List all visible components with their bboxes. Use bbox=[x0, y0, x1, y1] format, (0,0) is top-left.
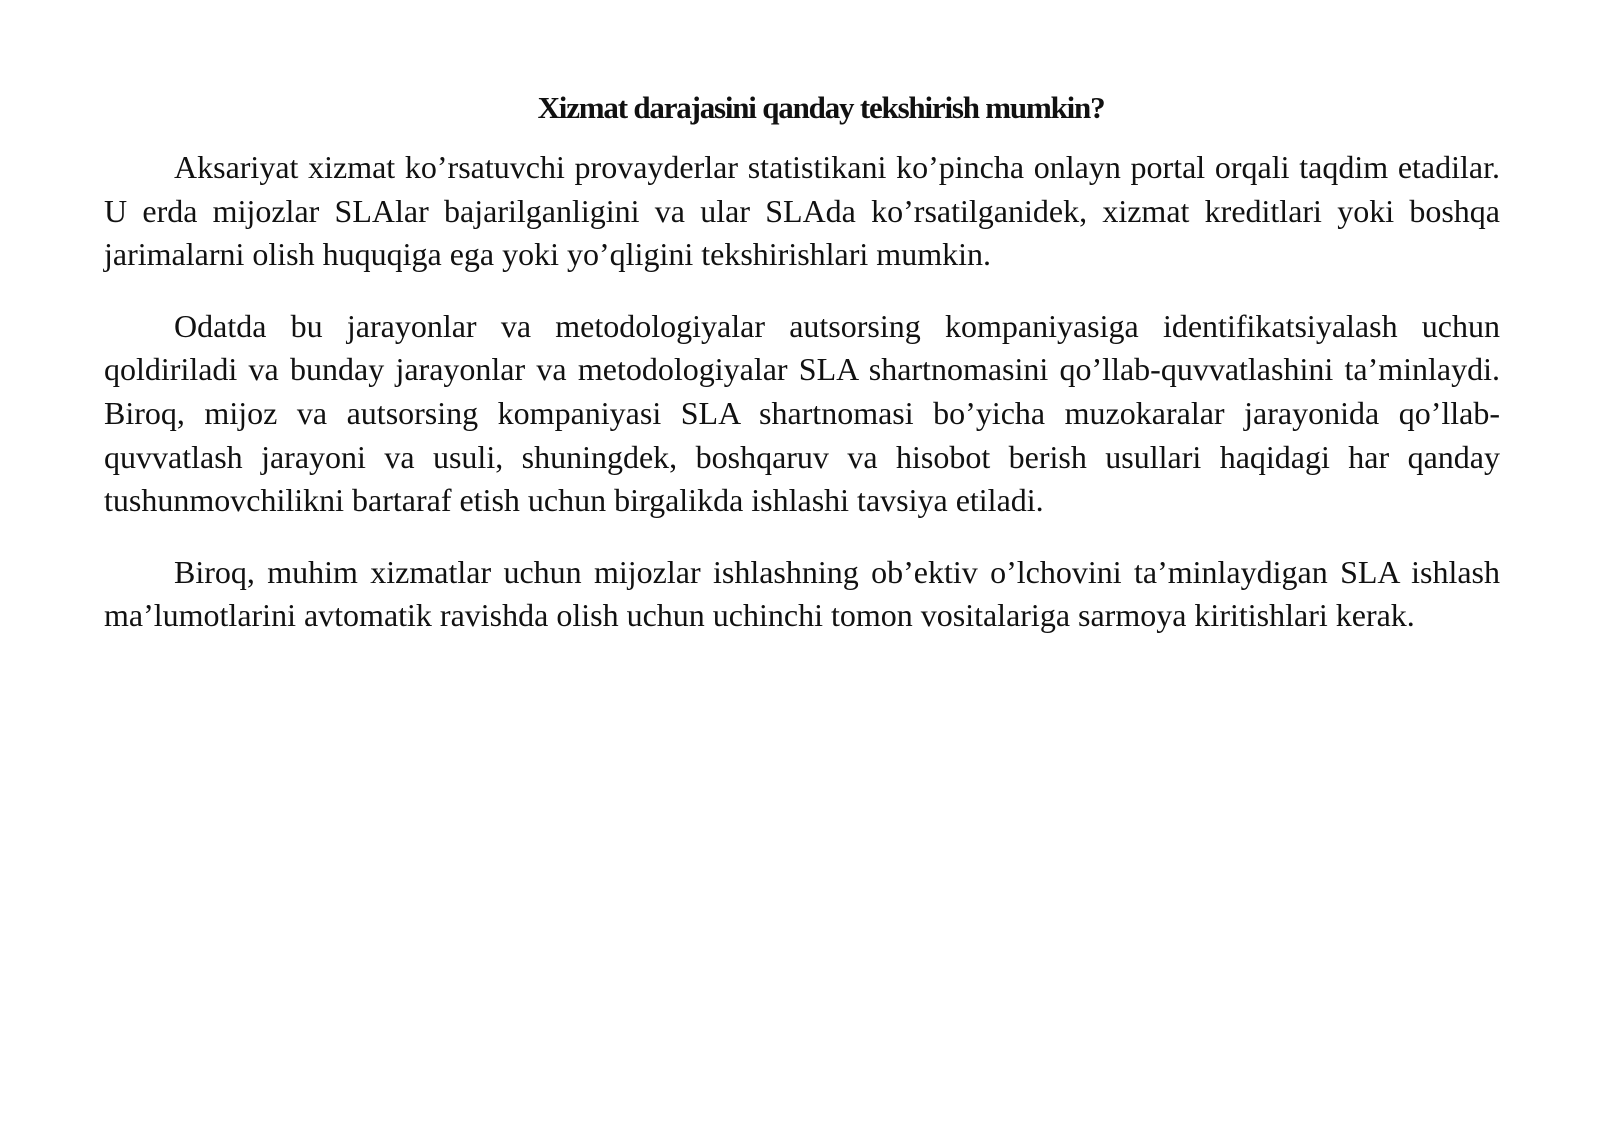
paragraph-3: Biroq, muhim xizmatlar uchun mijozlar ishlashning ob’ektiv o’lchovini ta’minlaydigan SLA ishlash ma’lumotlarini avtomatik ravishda olish uchun uchinchi tomon vositalariga sarmoya kiritishlari kerak. bbox=[104, 553, 1500, 634]
document-page bbox=[104, 88, 1500, 666]
page-title: Xizmat darajasini qanday tekshirish mumkin? bbox=[537, 90, 1105, 125]
paragraph-2: Odatda bu jarayonlar va metodologiyalar autsorsing kompaniyasiga identifikatsiyalash uchun qoldiriladi va bunday jarayonlar va metodologiyalar SLA shartnomasini qo’llab-quvvatlashini ta’minlaydi. Biroq, mijoz va autsorsing kompaniyasi SLA shartnomasi bo’yicha muzokaralar jarayonida qo’llab-quvvatlash jarayoni va usuli, shuningdek, boshqaruv va hisobot berish usullari haqidagi har qanday tushunmovchilikni bartaraf etish uchun birgalikda ishlashi tavsiya etiladi. bbox=[104, 307, 1500, 519]
paragraph-1: Aksariyat xizmat ko’rsatuvchi provayderlar statistikani ko’pincha onlayn portal orqali taqdim etadilar. U erda mijozlar SLAlar bajarilganligini va ular SLAda ko’rsatilganidek, xizmat kreditlari yoki boshqa jarimalarni olish huquqiga ega yoki yo’qligini tekshirishlari mumkin. bbox=[104, 149, 1500, 273]
